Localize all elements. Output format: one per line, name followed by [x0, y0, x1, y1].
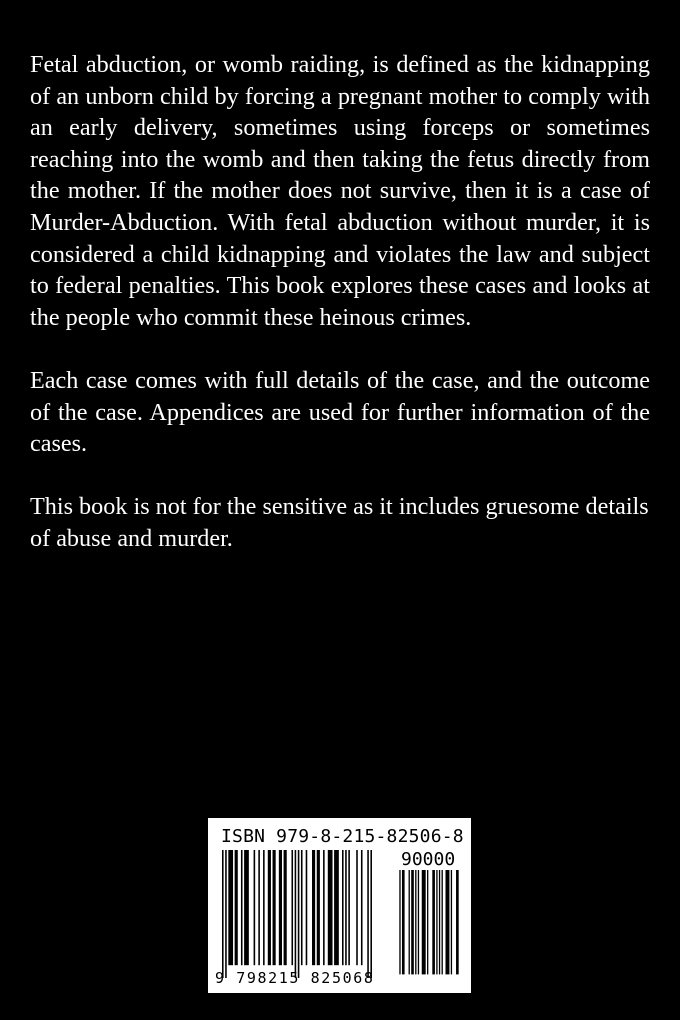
barcode-bar [244, 850, 249, 965]
ean-digits-label: 9 798215 825068 [215, 969, 375, 987]
barcode-bar [328, 850, 333, 965]
barcode-bar [241, 850, 243, 965]
barcode-bar [306, 850, 308, 965]
barcode-bar [323, 850, 325, 965]
barcode-bar [263, 850, 265, 965]
barcode-bar [411, 870, 414, 974]
barcode-bar [228, 850, 233, 965]
barcode-bar [342, 850, 344, 965]
barcode-bar [254, 850, 256, 965]
barcode-bar [399, 870, 400, 974]
barcode-bar [273, 850, 276, 965]
barcode-bar [295, 850, 297, 978]
barcode-bar [334, 850, 339, 965]
barcode-bar [301, 850, 303, 965]
barcode-bar [222, 850, 224, 978]
barcode-bar [317, 850, 320, 965]
barcode-bar [225, 850, 227, 978]
blurb-paragraph-3: This book is not for the sensitive as it includes gruesome details of abuse and murder. [30, 493, 649, 552]
barcode-bar [298, 850, 300, 978]
barcode-bar [456, 870, 459, 974]
barcode-bar [279, 850, 282, 965]
barcode-bar [445, 870, 449, 974]
barcode-bar [409, 870, 410, 974]
barcode-bar [418, 870, 419, 974]
barcode-bar [361, 850, 363, 965]
barcode-bar [235, 850, 238, 965]
barcode-bar [345, 850, 347, 965]
barcode-bar [356, 850, 358, 965]
barcode-bar [451, 870, 452, 974]
barcode-bar [284, 850, 287, 965]
barcode-bar [402, 870, 405, 974]
blurb-text [30, 49, 650, 586]
barcode-bar [348, 850, 350, 965]
barcode-bar [370, 850, 372, 978]
barcode-bar [258, 850, 260, 965]
barcode-bar [312, 850, 315, 965]
barcode-bar [432, 870, 435, 974]
isbn-label: ISBN 979-8-215-82506-8 [221, 826, 464, 847]
blurb-paragraph-2: Each case comes with full details of the case, and the outcome of the case. Appendices are used for further information of the cases. [30, 366, 650, 458]
barcode-bar [367, 850, 369, 978]
barcode-bar [436, 870, 437, 974]
ean13-barcode-bars [222, 850, 372, 978]
barcode-bar [442, 870, 443, 974]
blurb-paragraph-1: Fetal abduction, or womb raiding, is defined as the kidnapping of an unborn child by forcing a pregnant mother to comply with an early delivery, sometimes using forceps or sometimes reaching into the womb and then taking the fetus directly from the mother. If the mother does not survive, then it is a case of Murder-Abduction. With fetal abduction without murder, it is considered a child kidnapping and violates the law and subject to federal penalties. This book explores these cases and looks at the people who commit these heinous crimes. [30, 51, 650, 331]
barcode-bar [439, 870, 440, 974]
barcode-bar [291, 850, 293, 965]
addon-barcode-bars [398, 870, 460, 986]
isbn-barcode [208, 818, 471, 993]
barcode-bar [422, 870, 426, 974]
price-code-label: 90000 [401, 849, 456, 870]
barcode-bar [415, 870, 416, 974]
barcode-bar [268, 850, 271, 965]
barcode-bar [427, 870, 428, 974]
